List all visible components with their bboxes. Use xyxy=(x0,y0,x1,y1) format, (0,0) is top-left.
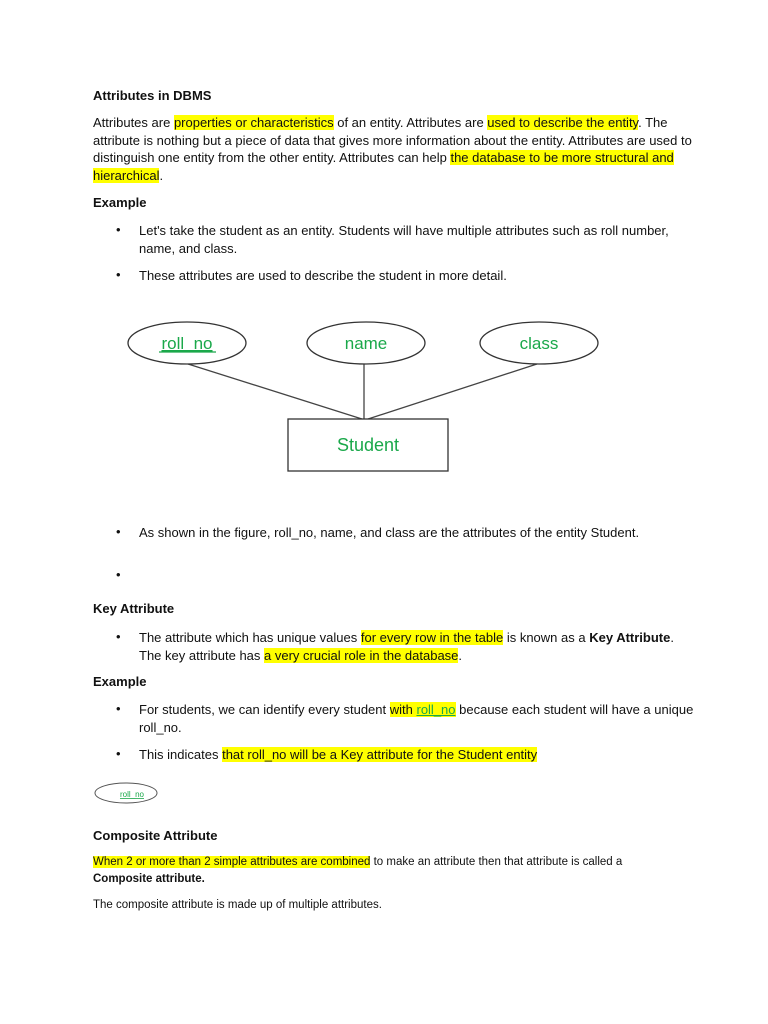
highlight-properties: properties or characteristics xyxy=(173,115,334,130)
highlight-key-attribute-student: that roll_no will be a Key attribute for the Student entity xyxy=(222,747,538,762)
text-run: is known as a xyxy=(503,630,590,645)
bullet-icon: • xyxy=(116,629,121,644)
bullet-icon: • xyxy=(116,746,121,761)
section-title-key-attribute: Key Attribute xyxy=(93,601,175,616)
highlight-combined: When 2 or more than 2 simple attributes are combined xyxy=(93,856,371,868)
bullet-text: As shown in the figure, roll_no, name, and class are the attributes of the entity Student. xyxy=(139,525,640,540)
bold-key-attribute: Key Attribute xyxy=(589,630,671,645)
text-run: to make an attribute then that attribute is called a xyxy=(370,856,623,868)
key-indicator-bullet xyxy=(139,746,699,764)
attribute-label-name: name xyxy=(344,334,388,353)
bold-composite: Composite attribute. xyxy=(93,873,205,885)
text-run: Attributes are xyxy=(93,115,174,130)
composite-description: The composite attribute is made up of multiple attributes. xyxy=(93,899,382,911)
highlight-describe: used to describe the entity xyxy=(487,115,639,130)
key-attribute-definition xyxy=(139,629,699,664)
bullet-icon: • xyxy=(116,567,121,582)
connector-line xyxy=(368,364,537,419)
text-run: . The key attribute has xyxy=(139,630,674,663)
bullet-icon: • xyxy=(116,222,121,237)
attribute-label-roll-no: roll_no xyxy=(161,334,213,353)
text-run: . xyxy=(159,167,164,183)
bullet-icon: • xyxy=(116,701,121,716)
text-run: . xyxy=(458,647,463,663)
section-title-composite: Composite Attribute xyxy=(93,828,218,843)
example-heading: Example xyxy=(93,195,147,210)
key-example-bullet xyxy=(139,701,699,736)
composite-definition xyxy=(93,854,673,888)
key-example-heading: Example xyxy=(93,674,147,689)
text-run: This indicates xyxy=(139,747,223,762)
bullet-text: These attributes are used to describe the student in more detail. xyxy=(139,268,507,283)
highlight-structural: the database to be more structural and hierarchical xyxy=(93,150,674,183)
highlight-every-row: for every row in the table xyxy=(360,630,504,645)
bullet-icon: • xyxy=(116,267,121,282)
text-run: because each student will have a unique roll_no. xyxy=(139,702,694,735)
text-run: of an entity. Attributes are xyxy=(333,115,488,130)
highlight-roll-no: roll_no xyxy=(416,702,456,717)
bullet-text: Let's take the student as an entity. Students will have multiple attributes such as roll number, name, and class. xyxy=(139,223,669,256)
text-run: The attribute which has unique values xyxy=(139,630,361,645)
connector-line xyxy=(188,364,362,419)
highlight-with: with xyxy=(389,702,417,717)
attribute-label-class: class xyxy=(519,334,559,353)
section-title-attributes: Attributes in DBMS xyxy=(93,88,212,103)
highlight-crucial-role: a very crucial role in the database xyxy=(264,647,459,663)
entity-label-student: Student xyxy=(336,435,400,455)
bullet-icon: • xyxy=(116,524,121,539)
text-run: . The attribute is nothing but a piece of data that gives more information about the entity. Attributes are used to distinguish one entity from the other entity. Attributes can help xyxy=(93,115,692,165)
small-oval-label: roll_no xyxy=(119,790,145,799)
text-run: For students, we can identify every student xyxy=(139,702,390,717)
